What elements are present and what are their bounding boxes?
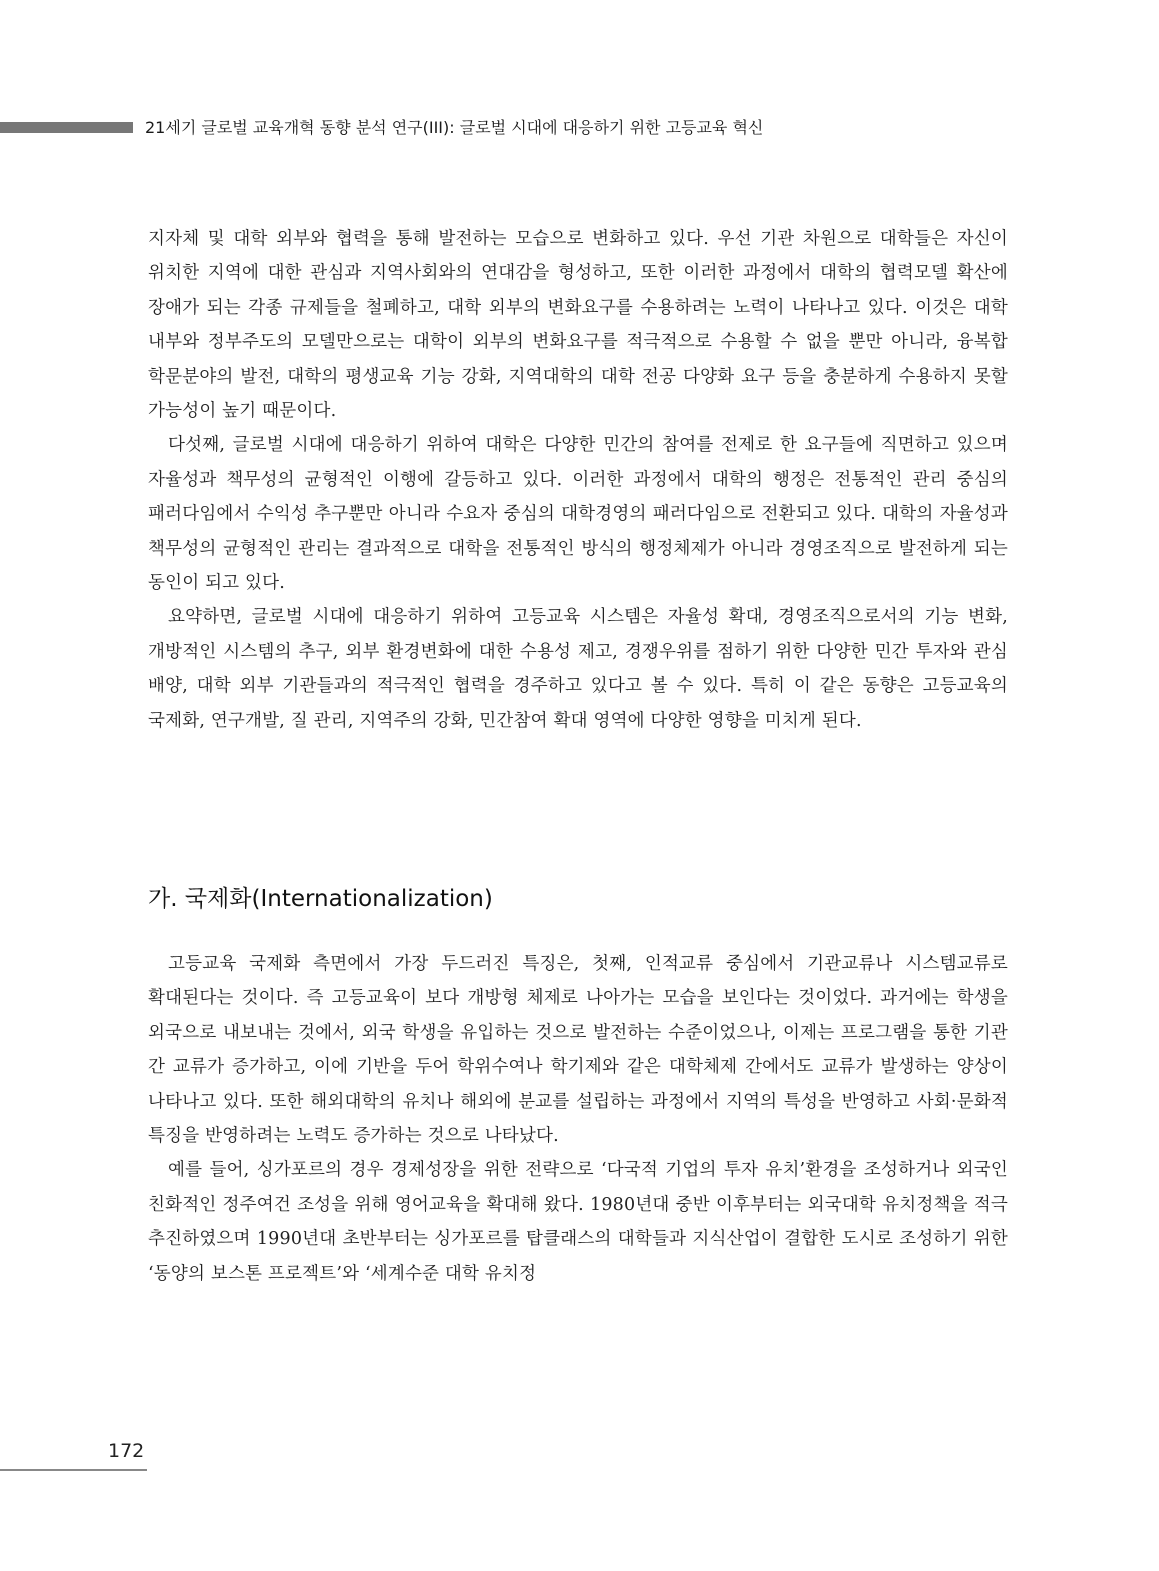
section-heading: 가. 국제화(Internationalization): [148, 886, 493, 912]
paragraph: 고등교육 국제화 측면에서 가장 두드러진 특징은, 첫째, 인적교류 중심에서 기관교류나 시스템교류로 확대된다는 것이다. 즉 고등교육이 보다 개방형 체제로 나아가는 모습을 보인다는 것이었다. 과거에는 학생을 외국으로 내보내는 것에서, 외국 학생을 유입하는 것으로 발전하는 수준이었으나, 이제는 프로그램을 통한 기관 간 교류가 증가하고, 이에 기반을 두어 학위수여나 학기제와 같은 대학체제 간에서도 교류가 발생하는 양상이 나타나고 있다. 또한 해외대학의 유치나 해외에 분교를 설립하는 과정에서 지역의 특성을 반영하고 사회·문화적 특징을 반영하려는 노력도 증가하는 것으로 나타났다.: [148, 954, 1008, 1147]
page-number: 172: [108, 1440, 145, 1462]
header-accent-bar: [0, 122, 133, 133]
paragraph: 요약하면, 글로벌 시대에 대응하기 위하여 고등교육 시스템은 자율성 확대, 경영조직으로서의 기능 변화, 개방적인 시스템의 추구, 외부 환경변화에 대한 수용성 제고, 경쟁우위를 점하기 위한 다양한 민간 투자와 관심 배양, 대학 외부 기관들과의 적극적인 협력을 경주하고 있다고 볼 수 있다. 특히 이 같은 동향은 고등교육의 국제화, 연구개발, 질 관리, 지역주의 강화, 민간참여 확대 영역에 다양한 영향을 미치게 된다.: [148, 607, 1008, 731]
footer-rule: [0, 1469, 147, 1471]
paragraph: 예를 들어, 싱가포르의 경우 경제성장을 위한 전략으로 ‘다국적 기업의 투자 유치’환경을 조성하거나 외국인 친화적인 정주여건 조성을 위해 영어교육을 확대해 왔다. 1980년대 중반 이후부터는 외국대학 유치정책을 적극 추진하였으며 1990년대 초반부터는 싱가포르를 탑클래스의 대학들과 지식산업이 결합한 도시로 조성하기 위한 ‘동양의 보스톤 프로젝트’와 ‘세계수준 대학 유치정: [148, 1160, 1008, 1284]
body-text-upper: [148, 222, 1008, 738]
paragraph: 지자체 및 대학 외부와 협력을 통해 발전하는 모습으로 변화하고 있다. 우선 기관 차원으로 대학들은 자신이 위치한 지역에 대한 관심과 지역사회와의 연대감을 형성하고, 또한 이러한 과정에서 대학의 협력모델 확산에 장애가 되는 각종 규제들을 철폐하고, 대학 외부의 변화요구를 수용하려는 노력이 나타나고 있다. 이것은 대학 내부와 정부주도의 모델만으로는 대학이 외부의 변화요구를 적극적으로 수용할 수 없을 뿐만 아니라, 융복합 학문분야의 발전, 대학의 평생교육 기능 강화, 지역대학의 대학 전공 다양화 요구 등을 충분하게 수용하지 못할 가능성이 높기 때문이다.: [148, 229, 1008, 422]
running-header: 21세기 글로벌 교육개혁 동향 분석 연구(III): 글로벌 시대에 대응하기 위한 고등교육 혁신: [145, 118, 764, 137]
paragraph: 다섯째, 글로벌 시대에 대응하기 위하여 대학은 다양한 민간의 참여를 전제로 한 요구들에 직면하고 있으며 자율성과 책무성의 균형적인 이행에 갈등하고 있다. 이러한 과정에서 대학의 행정은 전통적인 관리 중심의 패러다임에서 수익성 추구뿐만 아니라 수요자 중심의 대학경영의 패러다임으로 전환되고 있다. 대학의 자율성과 책무성의 균형적인 관리는 결과적으로 대학을 전통적인 방식의 행정체제가 아니라 경영조직으로 발전하게 되는 동인이 되고 있다.: [148, 435, 1008, 594]
body-text-lower: [148, 947, 1008, 1291]
